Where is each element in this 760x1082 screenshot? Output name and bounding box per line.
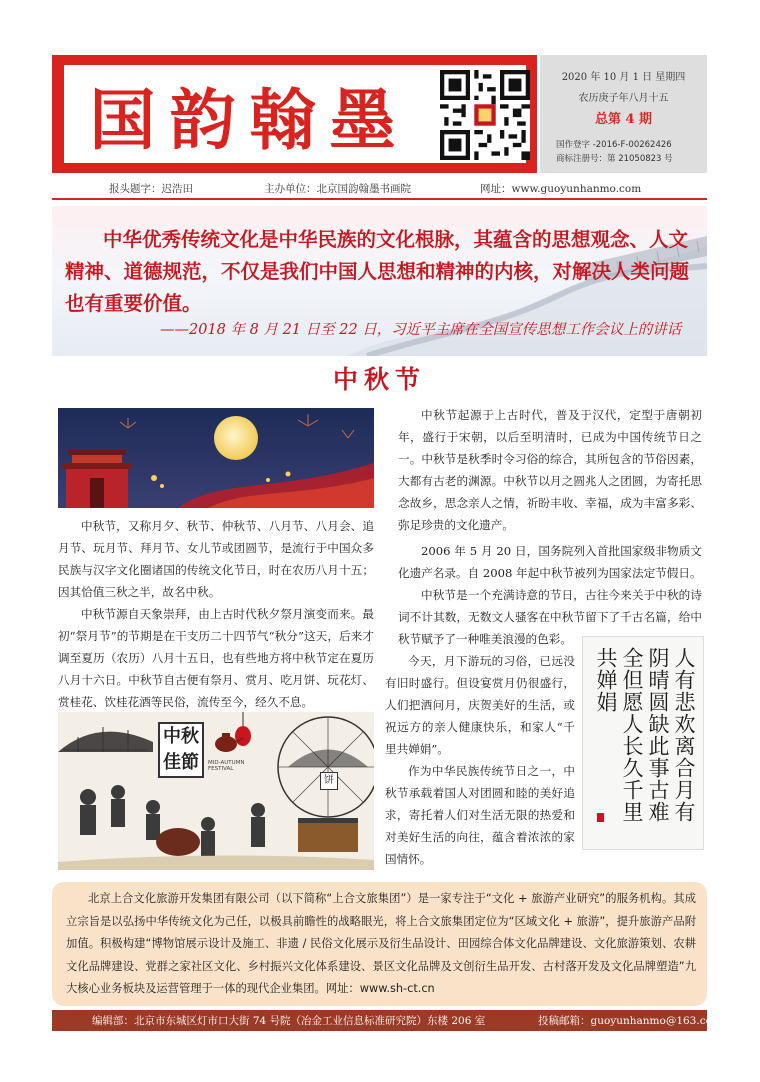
article-paragraph-heritage: 2006 年 5 月 20 日，国务院列入首批国家级非物质文化遗产名录。自 2008 年起中秋节被列为国家法定节假日。: [398, 544, 702, 580]
title-credit: 报头题字：迟浩田: [109, 183, 193, 195]
article-heading: 中秋节: [332, 365, 426, 394]
teapot-icon: [210, 728, 244, 754]
poster-subtitle-b: FESTIVAL: [208, 766, 234, 772]
article-paragraph-origin: 中秋节起源于上古时代，普及于汉代，定型于唐朝初年，盛行于宋朝，以后至明清时，已成为中国传统节日之一。中秋节是秋季时令习俗的综合，其所包含的节俗因素，大都有古老的渊源。中秋节以月之圆兆人之团圆，为寄托思念故乡，思念亲人之情，祈盼丰收、幸福，成为丰富多彩、弥足珍贵的文化遗产。: [398, 408, 702, 532]
organizer: 主办单位：北京国韵翰墨书画院: [264, 183, 411, 195]
masthead-meta: [52, 181, 707, 197]
poster-subtitle-a: MID-AUTUMN: [208, 760, 245, 766]
lunar-date: 农历庚子年八月十五: [578, 93, 669, 104]
poster-title-b: 佳節: [163, 752, 199, 773]
calligraphy-artwork: [582, 636, 704, 850]
quote-text: 中华优秀传统文化是中华民族的文化根脉，其蕴含的思想观念、人文精神、道德规范，不仅是我们中国人思想和精神的内核，对解决人类问题也有重要价值。: [65, 228, 690, 315]
poster-title-block: [158, 722, 278, 780]
poster-title-a: 中秋: [163, 726, 199, 747]
mid-autumn-night-image: [58, 408, 374, 508]
newspaper-title: 国韵翰墨: [89, 80, 410, 159]
issue-info-box: [540, 55, 707, 173]
poster-stall-sign: 饼: [320, 772, 338, 790]
article-paragraph-today: 今天，月下游玩的习俗，已远没有旧时盛行。但设宴赏月仍很盛行，人们把酒问月，庆贺美好的生活，或祝远方的亲人健康快乐，和家人“千里共婵娟”。: [385, 654, 575, 756]
submission-email[interactable]: 投稿邮箱：guoyunhanmo@163.com: [538, 1015, 722, 1027]
header-divider: [52, 198, 707, 200]
company-ad-text: 北京上合文化旅游开发集团有限公司（以下简称“上合文旅集团”）是一家专注于“文化 + 旅游产业研究”的服务机构。其成立宗旨是以弘扬中华传统文化为己任，以极具前瞻性的战略眼光，将上合文旅集团定位为“区域文化 + 旅游”，提升旅游产品附加值。积极构建“博物馆展示设计及施工、非遗 / 民俗文化展示及衍生品设计、田园综合体文化品牌建设、文化旅游策划、农耕文化品牌建设、党群之家社区文化、乡村振兴文化体系建设、景区文化品牌及文创衍生品开发、古村落开发及文化品牌塑造”九大核心业务板块及运营管理于一体的现代企业集团。网址：www.sh-ct.cn: [66, 892, 696, 995]
mid-autumn-poster-image: [58, 712, 374, 870]
issue-number: 总第 4 期: [594, 112, 653, 127]
article-paragraph-poetry: 中秋节是一个充满诗意的节日，古往今来关于中秋的诗词不计其数，无数文人骚客在中秋节留下了千古名篇，给中秋节赋予了一种唯美浪漫的色彩。: [398, 588, 702, 646]
seal-stamp: [597, 813, 604, 822]
website-link[interactable]: 网址：www.guoyunhanmo.com: [480, 183, 642, 195]
full-moon-icon: [214, 416, 258, 460]
article-paragraph-closing: 作为中华民族传统节日之一，中秋节承载着国人对团圆和睦的美好追求，寄托着人们对生活无限的热爱和对美好生活的向往，蕴含着浓浓的家国情怀。: [385, 764, 575, 866]
footer-bar: [52, 1010, 722, 1031]
qr-code-icon[interactable]: [440, 70, 530, 160]
article-paragraph-customs: 中秋节源自天象崇拜，由上古时代秋夕祭月演变而来。最初“祭月节”的节期是在干支历二十四节气“秋分”这天，后来才调至夏历（农历）八月十五日，也有些地方将中秋节定在夏历八月十六日。中秋节自古便有祭月、赏月、吃月饼、玩花灯、赏桂花、饮桂花酒等民俗，流传至今，经久不息。: [58, 607, 374, 709]
tiananmen-icon: [62, 450, 132, 508]
issue-date: 2020 年 10 月 1 日 星期四: [561, 72, 686, 83]
quote-source: ——2018 年 8 月 21 日至 22 日，习近平主席在全国宣传思想工作会议上的讲话: [160, 322, 682, 338]
calligraphy-text: 人有悲欢离合月有阴晴圆缺此事古难全但愿人长久千里共婵娟: [594, 647, 696, 823]
article-paragraph-names: 中秋节，又称月夕、秋节、仲秋节、八月节、八月会、追月节、玩月节、拜月节、女儿节或团圆节，是流行于中国众多民族与汉字文化圈诸国的传统文化节日，时在农历八月十五；因其恰值三秋之半，故名中秋。: [58, 519, 374, 599]
trademark-number: 商标注册号：第 21050823 号: [556, 154, 673, 164]
copyright-registration: 国作登字 -2016-F-00262426: [556, 140, 672, 150]
editorial-address: 编辑部：北京市东城区灯市口大街 74 号院（冶金工业信息标准研究院）东楼 206 室: [92, 1015, 486, 1027]
